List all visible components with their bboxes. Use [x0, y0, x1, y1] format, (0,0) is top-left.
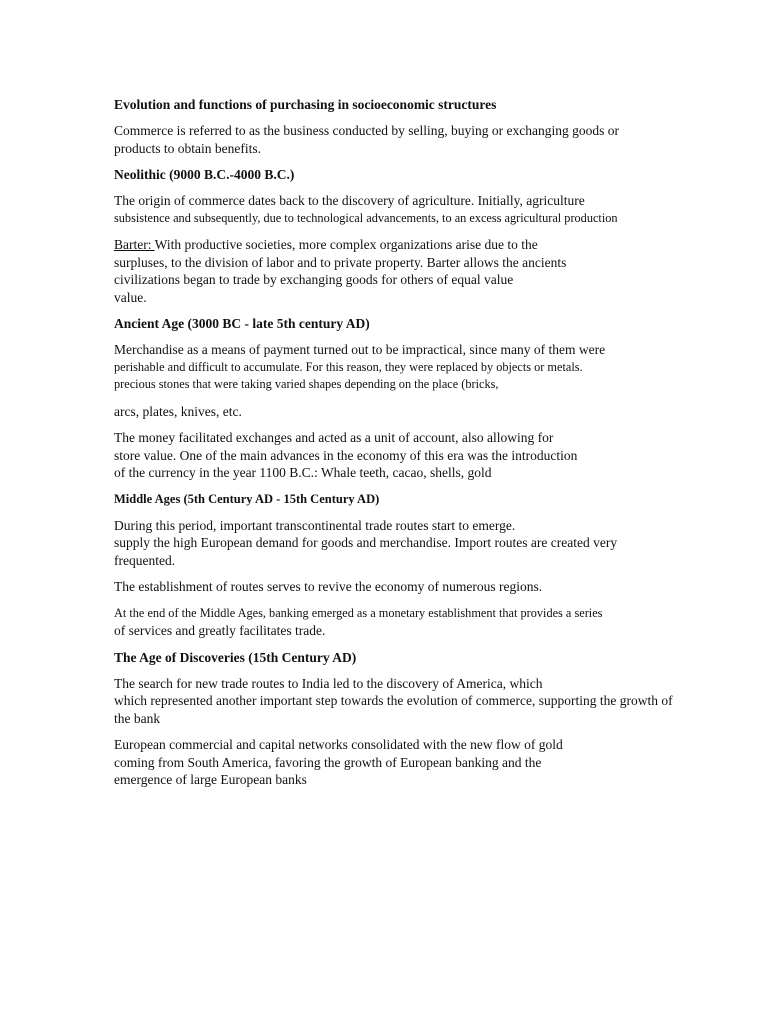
discoveries-p1-line-3: the bank: [114, 710, 161, 726]
intro-line-2: products to obtain benefits.: [114, 140, 261, 156]
discoveries-p1-line-2: which represented another important step towards the evolution of commerce, supporting the growth of: [114, 693, 673, 708]
neolithic-heading: Neolithic (9000 B.C.-4000 B.C.): [114, 167, 295, 182]
ancient-p3-line-1: The money facilitated exchanges and acted as a unit of account, also allowing for: [114, 430, 554, 445]
middle-paragraph-3: [114, 605, 674, 640]
discoveries-p2-line-1: European commercial and capital networks consolidated with the new flow of gold: [114, 737, 563, 752]
ancient-p2-line-1: arcs, plates, knives, etc.: [114, 403, 242, 419]
discoveries-paragraph-1: [114, 675, 674, 728]
neolithic-paragraph-1: [114, 192, 674, 227]
ancient-p3-line-3: of the currency in the year 1100 B.C.: Whale teeth, cacao, shells, gold: [114, 465, 492, 480]
document-title: Evolution and functions of purchasing in socioeconomic structures: [114, 97, 497, 112]
neolithic-p1-line-2: subsistence and subsequently, due to technological advancements, to an excess agricultural production: [114, 210, 618, 225]
ancient-p1-line-2: perishable and difficult to accumulate. For this reason, they were replaced by objects or metals.: [114, 359, 583, 374]
middle-p3-line-1: At the end of the Middle Ages, banking emerged as a monetary establishment that provides a series: [114, 605, 603, 620]
middle-p1-line-3: frequented.: [114, 552, 176, 568]
ancient-paragraph-3: [114, 429, 674, 482]
intro-paragraph: [114, 122, 674, 157]
ancient-p3-line-2: store value. One of the main advances in the economy of this era was the introduction: [114, 447, 578, 463]
barter-paragraph: [114, 236, 674, 306]
discoveries-paragraph-2: [114, 736, 674, 789]
barter-line-2: surpluses, to the division of labor and to private property. Barter allows the ancients: [114, 254, 567, 270]
discoveries-p2-line-2: coming from South America, favoring the growth of European banking and the: [114, 754, 542, 770]
discoveries-heading: The Age of Discoveries (15th Century AD): [114, 649, 357, 665]
ancient-heading: Ancient Age (3000 BC - late 5th century AD): [114, 316, 370, 331]
middle-p3-line-2: of services and greatly facilitates trade.: [114, 623, 326, 638]
discoveries-p1-line-1: The search for new trade routes to India led to the discovery of America, which: [114, 675, 543, 691]
ancient-p1-line-1: Merchandise as a means of payment turned out to be impractical, since many of them were: [114, 342, 606, 357]
neolithic-p1-line-1: The origin of commerce dates back to the discovery of agriculture. Initially, agriculture: [114, 193, 585, 208]
barter-line-3: civilizations began to trade by exchanging goods for others of equal value: [114, 272, 514, 287]
barter-label: Barter:: [114, 237, 155, 252]
barter-line-1: [114, 236, 674, 254]
ancient-paragraph-1: [114, 341, 674, 394]
middle-paragraph-1: [114, 517, 674, 570]
middle-p1-line-1: During this period, important transcontinental trade routes start to emerge.: [114, 517, 516, 533]
intro-line-1: Commerce is referred to as the business conducted by selling, buying or exchanging goods or: [114, 123, 620, 138]
middle-ages-heading: Middle Ages (5th Century AD - 15th Century AD): [114, 491, 380, 506]
barter-line-1-rest: With productive societies, more complex organizations arise due to the: [154, 237, 538, 252]
ancient-p1-line-3: precious stones that were taking varied shapes depending on the place (bricks,: [114, 377, 499, 391]
barter-line-4: value.: [114, 289, 147, 305]
middle-p2-line-1: The establishment of routes serves to revive the economy of numerous regions.: [114, 579, 543, 594]
discoveries-p2-line-3: emergence of large European banks: [114, 772, 307, 787]
ancient-paragraph-2: [114, 403, 674, 421]
middle-paragraph-2: [114, 578, 674, 596]
document-page: [114, 96, 674, 798]
middle-p1-line-2: supply the high European demand for goods and merchandise. Import routes are created very: [114, 535, 618, 550]
